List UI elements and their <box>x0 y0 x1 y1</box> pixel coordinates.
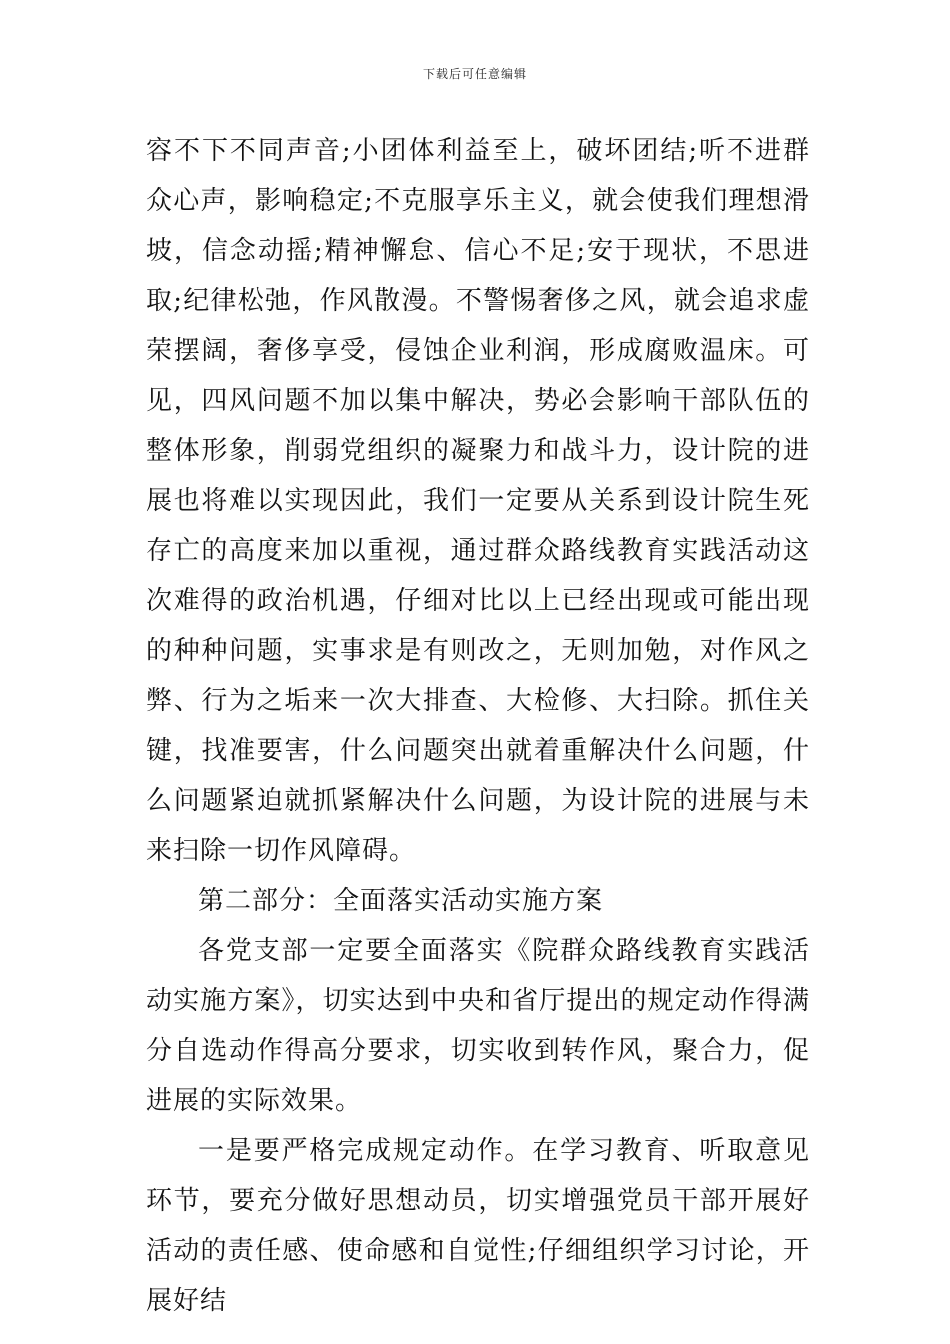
paragraph-3: 一是要严格完成规定动作。在学习教育、听取意见环节，要充分做好思想动员，切实增强党员干部开展好活动的责任感、使命感和自觉性;仔细组织学习讨论，开展好结 <box>146 1136 810 1316</box>
paragraph-2: 各党支部一定要全面落实《院群众路线教育实践活动实施方案》，切实达到中央和省厅提出的规定动作得满分自选动作得高分要求，切实收到转作风，聚合力，促进展的实际效果。 <box>146 936 810 1116</box>
document-body <box>146 126 810 1326</box>
paragraph-1: 容不下不同声音;小团体利益至上，破坏团结;听不进群众心声，影响稳定;不克服享乐主义，就会使我们理想滑坡，信念动摇;精神懈怠、信心不足;安于现状，不思进取;纪律松弛，作风散漫。不警惕奢侈之风，就会追求虚荣摆阔，奢侈享受，侵蚀企业利润，形成腐败温床。可见，四风问题不加以集中解决，势必会影响干部队伍的整体形象，削弱党组织的凝聚力和战斗力，设计院的进展也将难以实现因此，我们一定要从关系到设计院生死存亡的高度来加以重视，通过群众路线教育实践活动这次难得的政治机遇，仔细对比以上已经出现或可能出现的种种问题，实事求是有则改之，无则加勉，对作风之弊、行为之垢来一次大排查、大检修、大扫除。抓住关键，找准要害，什么问题突出就着重解决什么问题，什么问题紧迫就抓紧解决什么问题，为设计院的进展与未来扫除一切作风障碍。 <box>146 136 810 866</box>
section-heading: 第二部分：全面落实活动实施方案 <box>198 886 604 916</box>
page-header: 下载后可任意编辑 <box>422 67 527 81</box>
